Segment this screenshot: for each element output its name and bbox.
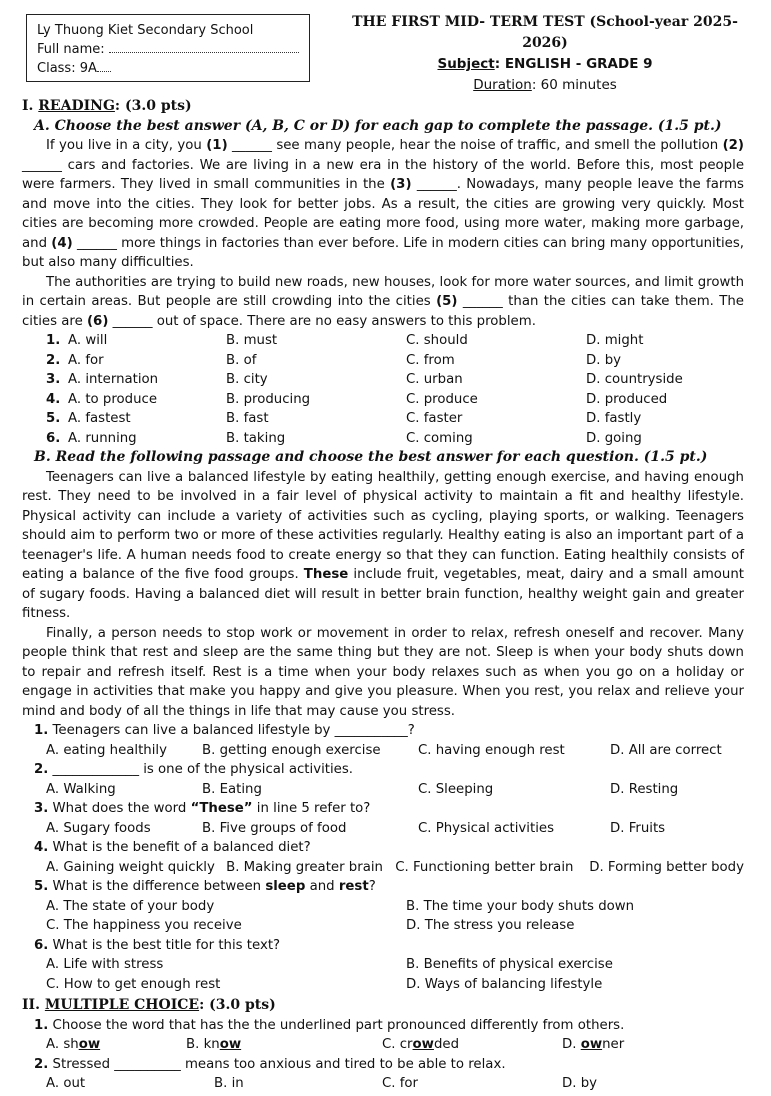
underlined-part: ow	[219, 1037, 242, 1052]
option-d[interactable]: D. countryside	[586, 372, 683, 387]
option-b[interactable]: B. taking	[226, 430, 286, 446]
question-text: What is the difference between	[48, 879, 266, 894]
passage-b-paragraph-2	[22, 624, 744, 722]
option-d[interactable]: D. Ways of balancing lifestyle	[406, 976, 603, 992]
question-a3	[22, 370, 744, 390]
underlined-part: ow	[412, 1037, 434, 1052]
fullname-field[interactable]	[109, 52, 299, 53]
option-b[interactable]: B. in	[214, 1076, 244, 1091]
option-c[interactable]: C. coming	[406, 430, 473, 446]
option-b[interactable]: B. Eating	[202, 781, 262, 797]
section-number: I.	[22, 98, 39, 114]
question-number: 1.	[46, 333, 61, 348]
school-name: Ly Thuong Kiet Secondary School	[37, 23, 254, 38]
word-part: A.	[46, 1037, 64, 1052]
option-c[interactable]: C. faster	[406, 411, 463, 426]
option-a[interactable]: A. internation	[68, 372, 159, 387]
passage-text: ______. Nowadays, many people leave the farms and move into the cities. They look for better jobs. As a result, the cities are growing very quickly. Most cities are becoming more crowded. People are eating more food, using more water, making more garbage, and	[22, 177, 744, 251]
word-part: B.	[186, 1037, 204, 1052]
section-title: READING	[38, 98, 115, 114]
question-text: Teenagers can live a balanced lifestyle by ___________?	[48, 723, 415, 738]
option-c[interactable]: C. for	[382, 1076, 419, 1091]
blank-number: (6)	[86, 313, 109, 329]
question-mc1-options	[22, 1035, 744, 1055]
option-b[interactable]: B. The time your body shuts down	[406, 898, 635, 914]
blank-number: (4)	[51, 235, 73, 251]
question-number: 2.	[34, 762, 49, 777]
option-c[interactable]: C. produce	[406, 391, 478, 407]
question-keyword: “These”	[190, 801, 253, 816]
question-number: 4.	[34, 840, 49, 855]
option-c[interactable]: C. from	[406, 352, 455, 368]
option-b[interactable]: B. must	[226, 333, 278, 348]
question-b2	[22, 760, 744, 780]
option-a[interactable]	[46, 1035, 186, 1055]
option-a[interactable]: A. will	[68, 333, 108, 348]
question-text: Stressed __________ means too anxious and tired to be able to relax.	[48, 1056, 506, 1072]
option-d[interactable]: D. Resting	[610, 781, 679, 797]
option-c[interactable]: C. The happiness you receive	[46, 918, 242, 933]
question-number: 1.	[34, 723, 49, 738]
subject-line	[340, 54, 750, 75]
blank-number: (1)	[206, 138, 228, 153]
section-reading-heading	[22, 97, 744, 117]
option-a[interactable]: A. eating healthily	[46, 742, 167, 758]
option-a[interactable]: A. The state of your body	[46, 898, 215, 914]
question-b1-options	[22, 741, 744, 761]
question-b4-options	[22, 858, 744, 878]
blank-number: (2)	[722, 138, 744, 153]
option-d[interactable]: D. might	[586, 333, 644, 348]
option-b[interactable]: B. Five groups of food	[202, 820, 347, 836]
section-points: : (3.0 pts)	[199, 997, 276, 1013]
option-a[interactable]: A. fastest	[68, 411, 131, 426]
option-c[interactable]: C. should	[406, 333, 468, 348]
word-part: sh	[63, 1037, 79, 1052]
section-points: : (3.0 pts)	[114, 98, 192, 114]
duration-value: : 60 minutes	[531, 77, 617, 93]
option-c[interactable]: C. urban	[406, 372, 463, 387]
option-d[interactable]: D. by	[586, 352, 622, 368]
word-part: cr	[399, 1037, 413, 1052]
question-text: What is the benefit of a balanced diet?	[48, 840, 311, 855]
question-text: What is the best title for this text?	[48, 937, 281, 953]
passage-text: If you live in a city, you	[46, 138, 207, 153]
option-a[interactable]: A. out	[46, 1076, 86, 1091]
question-text: _____________ is one of the physical activities.	[48, 762, 354, 777]
passage-text: ______ cars and factories. We are living in a new era in the history of the world. Before this, most people were farmers. They lived in small communities in the	[22, 157, 744, 192]
section-title: MULTIPLE CHOICE	[44, 997, 200, 1013]
question-mc2	[22, 1055, 744, 1075]
option-a[interactable]: A. Life with stress	[46, 957, 164, 972]
option-b[interactable]: B. of	[226, 352, 257, 368]
question-number: 6.	[46, 430, 61, 446]
option-c[interactable]: C. Functioning better brain	[395, 859, 574, 875]
keyword-sleep: sleep	[265, 879, 306, 894]
question-number: 1.	[34, 1017, 49, 1033]
question-number: 5.	[34, 879, 49, 894]
option-c[interactable]: C. How to get enough rest	[46, 976, 221, 992]
question-b5-options-row1	[22, 897, 744, 917]
question-text-end: ?	[368, 879, 376, 894]
question-b5-options-row2	[22, 916, 744, 936]
option-c[interactable]: C. having enough rest	[418, 742, 565, 758]
subject-value: : ENGLISH - GRADE 9	[494, 56, 653, 72]
section-mc-heading	[22, 996, 744, 1016]
word-part: D.	[562, 1037, 581, 1052]
option-c[interactable]: C. Physical activities	[418, 820, 555, 836]
question-a4	[22, 390, 744, 410]
blank-number: These	[303, 567, 349, 582]
passage-a-paragraph-1	[22, 136, 744, 273]
test-header	[340, 12, 750, 96]
question-number: 3.	[46, 372, 61, 387]
word-part: ded	[433, 1037, 460, 1052]
part-a-questions	[22, 331, 744, 448]
option-d[interactable]	[562, 1035, 624, 1055]
passage-text: include fruit, vegetables, meat, dairy and a small amount of sugary foods. Having a balanced diet will result in better brain function, healthy weight gain and greater fitness.	[22, 567, 744, 621]
question-number: 2.	[34, 1056, 49, 1072]
option-d[interactable]: D. fastly	[586, 411, 642, 426]
passage-text: Teenagers can live a balanced lifestyle by eating healthily, getting enough exercise, and having enough rest. They need to be involved in a fair level of physical activity to maintain a fit and healthy lifestyle. Physical activity can include a variety of activities such as cycling, playing sports, or walking. Teenagers should aim to perform two or more of these activities regularly. Healthy eating is also an important part of a teenager's life. A human needs food to create energy so that they can function. Eating healthily consists of eating a balance of the five food groups.	[22, 469, 744, 582]
question-mc1	[22, 1016, 744, 1036]
option-b[interactable]: B. producing	[226, 391, 311, 407]
question-b6-options-row2	[22, 975, 744, 995]
option-b[interactable]: B. getting enough exercise	[202, 742, 381, 758]
passage-text: ______ more things in factories than ever before. Life in modern cities can bring many opportunities, but also many difficulties.	[22, 235, 744, 270]
question-text: What does the word	[48, 801, 191, 816]
question-a5	[22, 409, 744, 429]
option-d[interactable]: D. produced	[586, 391, 668, 407]
word-part: ner	[602, 1037, 625, 1052]
part-a-instruction: A. Choose the best answer (A, B, C or D) for each gap to complete the passage. (1.5 pt.)	[34, 117, 722, 134]
question-number: 3.	[34, 801, 49, 816]
duration-line	[340, 75, 750, 96]
option-b[interactable]: B. Making greater brain	[226, 859, 383, 875]
question-b4	[22, 838, 744, 858]
option-a[interactable]: A. to produce	[68, 391, 158, 407]
option-c[interactable]	[382, 1035, 562, 1055]
question-number: 4.	[46, 391, 61, 407]
question-b3-options	[22, 819, 744, 839]
question-b3	[22, 799, 744, 819]
section-number: II.	[22, 997, 45, 1013]
passage-a-paragraph-2	[22, 273, 744, 332]
option-d[interactable]: D. Forming better body	[589, 859, 744, 875]
option-a[interactable]: A. Sugary foods	[46, 820, 151, 836]
subject-label: Subject	[437, 56, 495, 72]
question-conj: and	[305, 879, 339, 894]
class-field[interactable]	[97, 71, 111, 72]
question-text-end: in line 5 refer to?	[252, 801, 371, 816]
option-d[interactable]: D. going	[586, 430, 642, 446]
passage-text: ______ out of space. There are no easy answers to this problem.	[108, 313, 536, 329]
question-number: 5.	[46, 411, 61, 426]
option-b[interactable]	[186, 1035, 382, 1055]
word-part: kn	[203, 1037, 220, 1052]
passage-text: ______ than the cities can take them. The cities are	[22, 294, 744, 329]
underlined-part: ow	[580, 1037, 603, 1052]
option-b[interactable]: B. Benefits of physical exercise	[406, 957, 613, 972]
question-a6	[22, 429, 744, 449]
question-number: 6.	[34, 937, 49, 953]
class-label: Class: 9A	[37, 61, 97, 76]
option-a[interactable]: A. Gaining weight quickly	[46, 859, 215, 875]
exam-content	[22, 97, 744, 1094]
question-b1	[22, 721, 744, 741]
fullname-row	[37, 40, 299, 59]
option-d[interactable]: D. Fruits	[610, 820, 666, 836]
passage-text: ______ see many people, hear the noise of traffic, and smell the pollution	[227, 138, 723, 153]
question-b6	[22, 936, 744, 956]
student-info-box	[26, 14, 310, 82]
class-row	[37, 59, 299, 78]
question-number: 2.	[46, 352, 61, 368]
question-a2	[22, 351, 744, 371]
part-b-instruction: B. Read the following passage and choose the best answer for each question. (1.5 pt.)	[34, 449, 708, 465]
option-d[interactable]: D. by	[562, 1076, 598, 1091]
question-a1	[22, 331, 744, 351]
passage-text: The authorities are trying to build new roads, new houses, look for more water sources, and limit growth in certain areas. But people are still crowding into the cities	[22, 274, 744, 309]
option-a[interactable]: A. for	[68, 352, 104, 368]
option-a[interactable]: A. running	[68, 430, 137, 446]
passage-text: Finally, a person needs to stop work or movement in order to relax, refresh oneself and recover. Many people think that rest and sleep are the same thing but they are not. Sleep is when your body shuts down to repair and refresh itself. Rest is a time when your body relaxes such as when you go on a holiday or engage in activities that make you happy and give you pleasure. When you rest, you relax and relieve your mind and body of all the things in life that may cause you stress.	[22, 625, 744, 719]
passage-b-paragraph-1	[22, 468, 744, 624]
blank-number: (3)	[390, 177, 412, 192]
test-title: THE FIRST MID- TERM TEST (School-year 2025-2026)	[352, 14, 738, 51]
keyword-rest: rest	[338, 879, 369, 894]
question-mc2-options	[22, 1074, 744, 1094]
option-b[interactable]: B. fast	[226, 411, 269, 426]
option-a[interactable]: A. Walking	[46, 781, 116, 797]
question-b6-options-row1	[22, 955, 744, 975]
option-d[interactable]: D. All are correct	[610, 742, 722, 758]
question-b5	[22, 877, 744, 897]
option-c[interactable]: C. Sleeping	[418, 781, 494, 797]
option-d[interactable]: D. The stress you release	[406, 918, 575, 933]
option-b[interactable]: B. city	[226, 372, 268, 387]
underlined-part: ow	[78, 1037, 101, 1052]
question-b2-options	[22, 780, 744, 800]
fullname-label: Full name:	[37, 42, 105, 57]
duration-label: Duration	[473, 77, 532, 93]
blank-number: (5)	[436, 294, 458, 309]
question-text: Choose the word that has the the underlined part pronounced differently from others.	[48, 1017, 625, 1033]
word-part: C.	[382, 1037, 400, 1052]
